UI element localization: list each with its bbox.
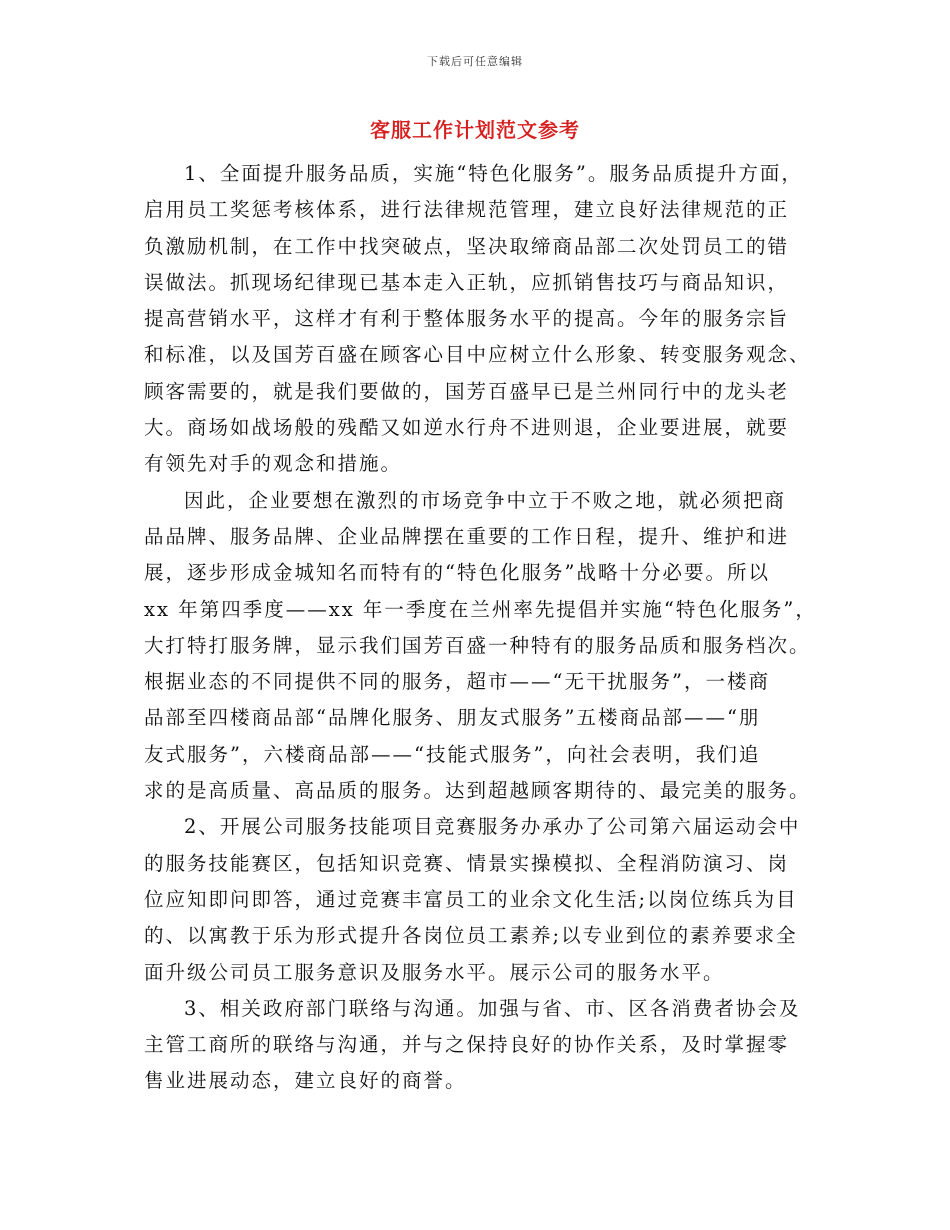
paragraph-line: 的服务技能赛区，包括知识竞赛、情景实操模拟、全程消防演习、岗 [144,851,790,875]
paragraph-line: 提高营销水平，这样才有利于整体服务水平的提高。今年的服务宗旨 [144,307,790,331]
header-note: 下载后可任意编辑 [427,55,523,68]
paragraph-line: 友式服务”，六楼商品部——“技能式服务”，向社会表明，我们追 [144,742,761,766]
paragraph-line: 负激励机制，在工作中找突破点，坚决取缔商品部二次处罚员工的错 [144,234,790,258]
paragraph-line: 根据业态的不同提供不同的服务，超市——“无干扰服务”，一楼商 [144,670,770,694]
paragraph-line: 位应知即问即答，通过竞赛丰富员工的业余文化生活;以岗位练兵为目 [144,887,798,911]
paragraph-line: 因此，企业要想在激烈的市场竞争中立于不败之地，就必须把商 [184,488,787,512]
paragraph-line: 和标准，以及国芳百盛在顾客心目中应树立什么形象、转变服务观念、 [144,343,811,367]
paragraph-line: 2、开展公司服务技能项目竞赛服务办承办了公司第六届运动会中 [184,815,801,839]
paragraph-line: 品品牌、服务品牌、企业品牌摆在重要的工作日程，提升、维护和进 [144,524,790,548]
paragraph-line: 求的是高质量、高品质的服务。达到超越顾客期待的、最完美的服务。 [144,779,811,803]
paragraph-line: 的、以寓教于乐为形式提升各岗位员工素养;以专业到位的素养要求全 [144,924,798,948]
paragraph-line: 1、全面提升服务品质，实施“特色化服务”。服务品质提升方面， [184,162,803,185]
paragraph-line: 误做法。抓现场纪律现已基本走入正轨，应抓销售技巧与商品知识， [144,270,790,294]
paragraph-line: 主管工商所的联络与沟通，并与之保持良好的协作关系，及时掌握零 [144,1033,790,1057]
document-body [144,156,834,1100]
paragraph-line: 3、相关政府部门联络与沟通。加强与省、市、区各消费者协会及 [184,996,801,1020]
document-title: 客服工作计划范文参考 [370,118,580,142]
paragraph-line: 有领先对手的观念和措施。 [144,452,403,476]
paragraph-line: 大。商场如战场般的残酷又如逆水行舟不进则退，企业要进展，就要 [144,416,790,440]
paragraph-3 [144,809,834,990]
paragraph-line: 品部至四楼商品部“品牌化服务、朋友式服务”五楼商品部——“朋 [144,706,761,730]
paragraph-line: 顾客需要的，就是我们要做的，国芳百盛早已是兰州同行中的龙头老 [144,379,790,403]
paragraph-line: 启用员工奖惩考核体系，进行法律规范管理，建立良好法律规范的正 [144,198,790,222]
paragraph-line: xx 年第四季度——xx 年一季度在兰州率先提倡并实施“特色化服务”， [144,597,817,621]
paragraph-line: 大打特打服务牌，显示我们国芳百盛一种特有的服务品质和服务档次。 [144,633,811,657]
paragraph-4 [144,991,834,1100]
paragraph-line: 面升级公司员工服务意识及服务水平。展示公司的服务水平。 [144,960,725,984]
paragraph-1 [144,156,834,483]
paragraph-line: 售业进展动态，建立良好的商誉。 [144,1069,467,1093]
paragraph-2 [144,483,834,810]
paragraph-line: 展，逐步形成金城知名而特有的“特色化服务”战略十分必要。所以 [144,561,770,585]
